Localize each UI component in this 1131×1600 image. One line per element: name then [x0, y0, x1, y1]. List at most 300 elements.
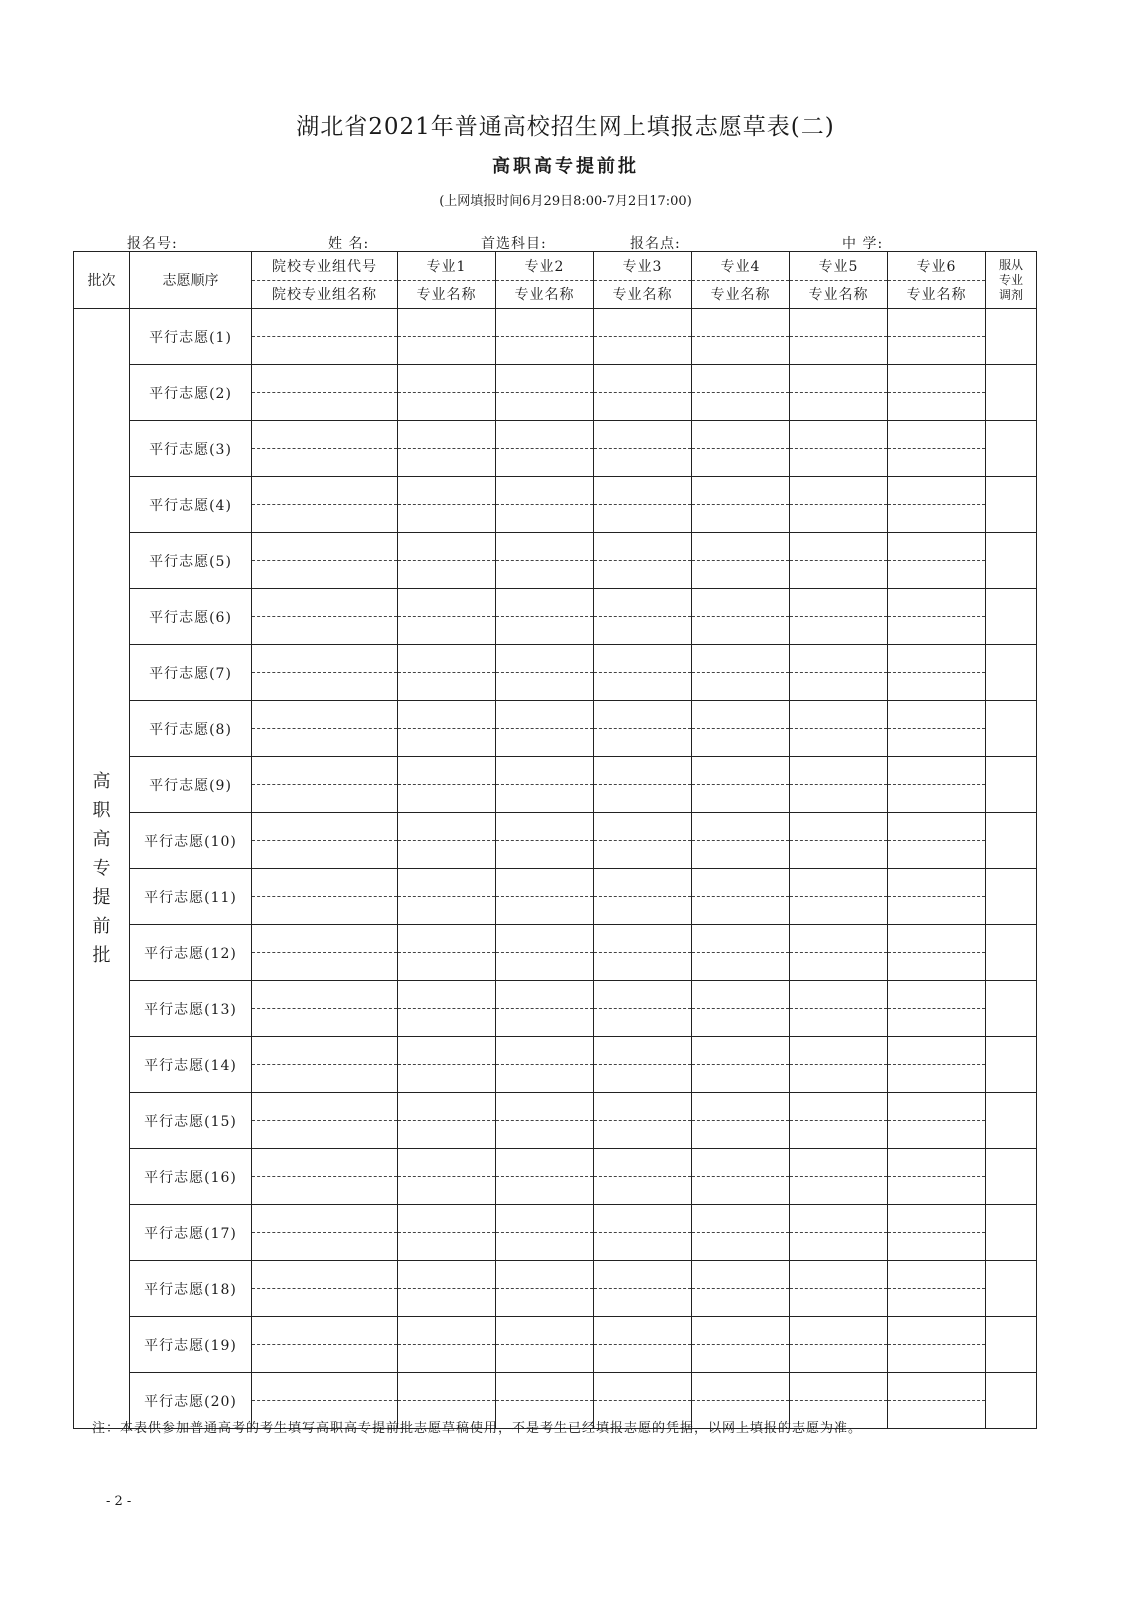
major-6-entry-cell[interactable] [888, 757, 986, 813]
major-3-entry-cell[interactable] [594, 813, 692, 869]
major-code-field[interactable] [888, 533, 985, 561]
adjust-entry-cell[interactable] [986, 869, 1037, 925]
major-code-field[interactable] [790, 1205, 887, 1233]
major-name-field[interactable] [496, 673, 593, 700]
major-3-entry-cell[interactable] [594, 365, 692, 421]
major-code-field[interactable] [398, 589, 495, 617]
major-code-field[interactable] [692, 1373, 789, 1401]
major-name-field[interactable] [790, 449, 887, 476]
group-name-field[interactable] [252, 1233, 397, 1260]
major-1-entry-cell[interactable] [398, 589, 496, 645]
major-code-field[interactable] [398, 981, 495, 1009]
major-name-field[interactable] [692, 1009, 789, 1036]
major-name-field[interactable] [888, 841, 985, 868]
group-entry-cell[interactable] [252, 309, 398, 365]
major-name-field[interactable] [594, 673, 691, 700]
group-entry-cell[interactable] [252, 925, 398, 981]
major-code-field[interactable] [790, 1373, 887, 1401]
major-name-field[interactable] [594, 561, 691, 588]
major-6-entry-cell[interactable] [888, 1317, 986, 1373]
major-code-field[interactable] [594, 1373, 691, 1401]
group-entry-cell[interactable] [252, 1261, 398, 1317]
group-name-field[interactable] [252, 897, 397, 924]
major-3-entry-cell[interactable] [594, 1205, 692, 1261]
major-6-entry-cell[interactable] [888, 925, 986, 981]
major-name-field[interactable] [496, 1121, 593, 1148]
major-code-field[interactable] [692, 421, 789, 449]
major-1-entry-cell[interactable] [398, 365, 496, 421]
major-code-field[interactable] [496, 533, 593, 561]
major-3-entry-cell[interactable] [594, 1149, 692, 1205]
major-code-field[interactable] [594, 1261, 691, 1289]
major-4-entry-cell[interactable] [692, 925, 790, 981]
major-code-field[interactable] [790, 981, 887, 1009]
adjust-entry-cell[interactable] [986, 1317, 1037, 1373]
major-name-field[interactable] [790, 505, 887, 532]
major-5-entry-cell[interactable] [790, 309, 888, 365]
major-5-entry-cell[interactable] [790, 869, 888, 925]
major-code-field[interactable] [496, 477, 593, 505]
major-name-field[interactable] [594, 617, 691, 644]
major-6-entry-cell[interactable] [888, 701, 986, 757]
major-code-field[interactable] [594, 533, 691, 561]
major-6-entry-cell[interactable] [888, 1093, 986, 1149]
major-4-entry-cell[interactable] [692, 1149, 790, 1205]
major-code-field[interactable] [496, 309, 593, 337]
major-name-field[interactable] [692, 561, 789, 588]
major-code-field[interactable] [790, 645, 887, 673]
major-name-field[interactable] [692, 449, 789, 476]
major-name-field[interactable] [888, 1177, 985, 1204]
major-3-entry-cell[interactable] [594, 421, 692, 477]
major-name-field[interactable] [790, 897, 887, 924]
major-code-field[interactable] [888, 477, 985, 505]
major-code-field[interactable] [692, 645, 789, 673]
major-2-entry-cell[interactable] [496, 477, 594, 533]
major-name-field[interactable] [888, 1345, 985, 1372]
group-name-field[interactable] [252, 729, 397, 756]
major-name-field[interactable] [496, 1233, 593, 1260]
major-name-field[interactable] [496, 505, 593, 532]
major-name-field[interactable] [888, 729, 985, 756]
major-name-field[interactable] [790, 1345, 887, 1372]
major-code-field[interactable] [594, 309, 691, 337]
major-5-entry-cell[interactable] [790, 421, 888, 477]
major-code-field[interactable] [888, 813, 985, 841]
major-3-entry-cell[interactable] [594, 1037, 692, 1093]
major-name-field[interactable] [398, 729, 495, 756]
major-name-field[interactable] [888, 1289, 985, 1316]
major-code-field[interactable] [594, 757, 691, 785]
major-code-field[interactable] [496, 701, 593, 729]
major-2-entry-cell[interactable] [496, 757, 594, 813]
major-code-field[interactable] [496, 645, 593, 673]
major-name-field[interactable] [888, 505, 985, 532]
adjust-entry-cell[interactable] [986, 533, 1037, 589]
major-name-field[interactable] [790, 841, 887, 868]
group-name-field[interactable] [252, 1065, 397, 1092]
major-name-field[interactable] [790, 729, 887, 756]
major-1-entry-cell[interactable] [398, 869, 496, 925]
major-5-entry-cell[interactable] [790, 477, 888, 533]
major-code-field[interactable] [692, 1205, 789, 1233]
major-code-field[interactable] [594, 477, 691, 505]
major-5-entry-cell[interactable] [790, 757, 888, 813]
major-code-field[interactable] [398, 1093, 495, 1121]
major-code-field[interactable] [594, 1317, 691, 1345]
major-code-field[interactable] [594, 365, 691, 393]
major-code-field[interactable] [594, 813, 691, 841]
adjust-entry-cell[interactable] [986, 421, 1037, 477]
major-4-entry-cell[interactable] [692, 477, 790, 533]
major-1-entry-cell[interactable] [398, 925, 496, 981]
major-code-field[interactable] [692, 757, 789, 785]
major-3-entry-cell[interactable] [594, 981, 692, 1037]
major-code-field[interactable] [692, 1317, 789, 1345]
major-code-field[interactable] [790, 1149, 887, 1177]
adjust-entry-cell[interactable] [986, 757, 1037, 813]
group-entry-cell[interactable] [252, 589, 398, 645]
major-3-entry-cell[interactable] [594, 645, 692, 701]
major-1-entry-cell[interactable] [398, 1261, 496, 1317]
major-name-field[interactable] [398, 337, 495, 364]
major-code-field[interactable] [888, 645, 985, 673]
major-5-entry-cell[interactable] [790, 1037, 888, 1093]
major-3-entry-cell[interactable] [594, 533, 692, 589]
adjust-entry-cell[interactable] [986, 1205, 1037, 1261]
major-name-field[interactable] [790, 1009, 887, 1036]
major-code-field[interactable] [888, 981, 985, 1009]
major-name-field[interactable] [594, 393, 691, 420]
major-name-field[interactable] [888, 785, 985, 812]
major-name-field[interactable] [496, 841, 593, 868]
major-code-field[interactable] [496, 1261, 593, 1289]
major-6-entry-cell[interactable] [888, 365, 986, 421]
major-6-entry-cell[interactable] [888, 1037, 986, 1093]
major-1-entry-cell[interactable] [398, 1093, 496, 1149]
major-4-entry-cell[interactable] [692, 533, 790, 589]
major-name-field[interactable] [790, 1177, 887, 1204]
major-6-entry-cell[interactable] [888, 309, 986, 365]
major-4-entry-cell[interactable] [692, 869, 790, 925]
major-4-entry-cell[interactable] [692, 1261, 790, 1317]
major-name-field[interactable] [496, 1289, 593, 1316]
major-name-field[interactable] [594, 785, 691, 812]
group-name-field[interactable] [252, 393, 397, 420]
group-code-field[interactable] [252, 533, 397, 561]
major-name-field[interactable] [888, 1065, 985, 1092]
major-5-entry-cell[interactable] [790, 1261, 888, 1317]
major-2-entry-cell[interactable] [496, 533, 594, 589]
major-6-entry-cell[interactable] [888, 981, 986, 1037]
adjust-entry-cell[interactable] [986, 645, 1037, 701]
group-name-field[interactable] [252, 785, 397, 812]
major-5-entry-cell[interactable] [790, 925, 888, 981]
major-code-field[interactable] [790, 1093, 887, 1121]
major-1-entry-cell[interactable] [398, 757, 496, 813]
major-2-entry-cell[interactable] [496, 1149, 594, 1205]
major-code-field[interactable] [790, 701, 887, 729]
major-name-field[interactable] [790, 953, 887, 980]
major-code-field[interactable] [398, 925, 495, 953]
major-4-entry-cell[interactable] [692, 981, 790, 1037]
major-code-field[interactable] [790, 813, 887, 841]
major-4-entry-cell[interactable] [692, 421, 790, 477]
major-4-entry-cell[interactable] [692, 701, 790, 757]
adjust-entry-cell[interactable] [986, 813, 1037, 869]
major-3-entry-cell[interactable] [594, 309, 692, 365]
major-code-field[interactable] [398, 1149, 495, 1177]
major-code-field[interactable] [398, 1037, 495, 1065]
major-3-entry-cell[interactable] [594, 925, 692, 981]
group-code-field[interactable] [252, 925, 397, 953]
major-1-entry-cell[interactable] [398, 533, 496, 589]
major-name-field[interactable] [398, 561, 495, 588]
major-2-entry-cell[interactable] [496, 645, 594, 701]
major-code-field[interactable] [888, 757, 985, 785]
major-name-field[interactable] [594, 841, 691, 868]
major-5-entry-cell[interactable] [790, 701, 888, 757]
major-2-entry-cell[interactable] [496, 1261, 594, 1317]
major-name-field[interactable] [398, 1177, 495, 1204]
major-code-field[interactable] [496, 1373, 593, 1401]
major-4-entry-cell[interactable] [692, 365, 790, 421]
major-name-field[interactable] [594, 1233, 691, 1260]
major-4-entry-cell[interactable] [692, 1317, 790, 1373]
major-name-field[interactable] [496, 953, 593, 980]
major-code-field[interactable] [790, 533, 887, 561]
major-name-field[interactable] [790, 1121, 887, 1148]
group-name-field[interactable] [252, 617, 397, 644]
major-2-entry-cell[interactable] [496, 1205, 594, 1261]
group-entry-cell[interactable] [252, 757, 398, 813]
major-name-field[interactable] [888, 393, 985, 420]
major-name-field[interactable] [790, 561, 887, 588]
major-code-field[interactable] [398, 1205, 495, 1233]
major-code-field[interactable] [888, 1093, 985, 1121]
major-1-entry-cell[interactable] [398, 813, 496, 869]
major-6-entry-cell[interactable] [888, 589, 986, 645]
group-entry-cell[interactable] [252, 1037, 398, 1093]
major-code-field[interactable] [496, 421, 593, 449]
major-code-field[interactable] [496, 1149, 593, 1177]
major-name-field[interactable] [496, 1345, 593, 1372]
group-code-field[interactable] [252, 365, 397, 393]
major-code-field[interactable] [790, 1261, 887, 1289]
group-code-field[interactable] [252, 589, 397, 617]
major-name-field[interactable] [398, 1065, 495, 1092]
major-name-field[interactable] [496, 561, 593, 588]
major-2-entry-cell[interactable] [496, 869, 594, 925]
group-entry-cell[interactable] [252, 365, 398, 421]
major-name-field[interactable] [398, 953, 495, 980]
major-name-field[interactable] [398, 1289, 495, 1316]
major-name-field[interactable] [790, 1233, 887, 1260]
major-name-field[interactable] [594, 897, 691, 924]
group-entry-cell[interactable] [252, 1205, 398, 1261]
major-name-field[interactable] [496, 1009, 593, 1036]
major-code-field[interactable] [398, 701, 495, 729]
major-1-entry-cell[interactable] [398, 477, 496, 533]
adjust-entry-cell[interactable] [986, 1093, 1037, 1149]
group-name-field[interactable] [252, 505, 397, 532]
major-1-entry-cell[interactable] [398, 1205, 496, 1261]
major-name-field[interactable] [496, 1065, 593, 1092]
group-entry-cell[interactable] [252, 421, 398, 477]
major-name-field[interactable] [398, 1345, 495, 1372]
major-1-entry-cell[interactable] [398, 981, 496, 1037]
major-code-field[interactable] [496, 1093, 593, 1121]
adjust-entry-cell[interactable] [986, 309, 1037, 365]
major-name-field[interactable] [692, 1065, 789, 1092]
major-name-field[interactable] [692, 1177, 789, 1204]
major-1-entry-cell[interactable] [398, 645, 496, 701]
major-4-entry-cell[interactable] [692, 1093, 790, 1149]
major-code-field[interactable] [692, 813, 789, 841]
adjust-entry-cell[interactable] [986, 589, 1037, 645]
major-6-entry-cell[interactable] [888, 645, 986, 701]
major-2-entry-cell[interactable] [496, 813, 594, 869]
major-name-field[interactable] [888, 337, 985, 364]
major-code-field[interactable] [594, 869, 691, 897]
major-name-field[interactable] [594, 1345, 691, 1372]
major-code-field[interactable] [594, 981, 691, 1009]
major-name-field[interactable] [790, 617, 887, 644]
major-code-field[interactable] [692, 309, 789, 337]
group-code-field[interactable] [252, 1317, 397, 1345]
major-name-field[interactable] [692, 785, 789, 812]
major-name-field[interactable] [398, 1121, 495, 1148]
major-1-entry-cell[interactable] [398, 309, 496, 365]
major-5-entry-cell[interactable] [790, 813, 888, 869]
major-code-field[interactable] [888, 1037, 985, 1065]
major-code-field[interactable] [398, 477, 495, 505]
group-code-field[interactable] [252, 1205, 397, 1233]
group-name-field[interactable] [252, 337, 397, 364]
major-code-field[interactable] [888, 869, 985, 897]
major-name-field[interactable] [398, 1009, 495, 1036]
major-code-field[interactable] [888, 421, 985, 449]
major-4-entry-cell[interactable] [692, 1205, 790, 1261]
major-code-field[interactable] [496, 1037, 593, 1065]
major-name-field[interactable] [594, 1121, 691, 1148]
major-3-entry-cell[interactable] [594, 757, 692, 813]
major-5-entry-cell[interactable] [790, 1149, 888, 1205]
major-name-field[interactable] [888, 1009, 985, 1036]
group-code-field[interactable] [252, 477, 397, 505]
major-3-entry-cell[interactable] [594, 589, 692, 645]
major-code-field[interactable] [790, 365, 887, 393]
major-name-field[interactable] [888, 449, 985, 476]
major-6-entry-cell[interactable] [888, 1205, 986, 1261]
major-2-entry-cell[interactable] [496, 421, 594, 477]
major-name-field[interactable] [790, 1289, 887, 1316]
group-name-field[interactable] [252, 673, 397, 700]
major-name-field[interactable] [790, 673, 887, 700]
major-name-field[interactable] [594, 449, 691, 476]
major-6-entry-cell[interactable] [888, 813, 986, 869]
group-code-field[interactable] [252, 757, 397, 785]
major-code-field[interactable] [594, 1037, 691, 1065]
major-3-entry-cell[interactable] [594, 701, 692, 757]
major-name-field[interactable] [398, 785, 495, 812]
major-name-field[interactable] [692, 1121, 789, 1148]
major-code-field[interactable] [790, 589, 887, 617]
major-name-field[interactable] [692, 393, 789, 420]
adjust-entry-cell[interactable] [986, 1373, 1037, 1429]
major-code-field[interactable] [594, 1205, 691, 1233]
major-name-field[interactable] [692, 841, 789, 868]
major-code-field[interactable] [398, 533, 495, 561]
adjust-entry-cell[interactable] [986, 365, 1037, 421]
major-3-entry-cell[interactable] [594, 1261, 692, 1317]
major-5-entry-cell[interactable] [790, 1205, 888, 1261]
major-name-field[interactable] [888, 1233, 985, 1260]
major-code-field[interactable] [692, 869, 789, 897]
major-name-field[interactable] [594, 1065, 691, 1092]
group-entry-cell[interactable] [252, 701, 398, 757]
group-code-field[interactable] [252, 1373, 397, 1401]
major-name-field[interactable] [496, 449, 593, 476]
major-1-entry-cell[interactable] [398, 1317, 496, 1373]
group-name-field[interactable] [252, 953, 397, 980]
major-code-field[interactable] [692, 701, 789, 729]
major-code-field[interactable] [790, 421, 887, 449]
major-name-field[interactable] [790, 1065, 887, 1092]
group-code-field[interactable] [252, 869, 397, 897]
major-code-field[interactable] [888, 365, 985, 393]
group-entry-cell[interactable] [252, 869, 398, 925]
major-name-field[interactable] [398, 897, 495, 924]
major-code-field[interactable] [790, 1317, 887, 1345]
major-code-field[interactable] [888, 701, 985, 729]
major-code-field[interactable] [888, 309, 985, 337]
group-name-field[interactable] [252, 1121, 397, 1148]
major-5-entry-cell[interactable] [790, 533, 888, 589]
major-code-field[interactable] [692, 533, 789, 561]
adjust-entry-cell[interactable] [986, 1037, 1037, 1093]
major-name-field[interactable] [594, 953, 691, 980]
group-name-field[interactable] [252, 1177, 397, 1204]
major-4-entry-cell[interactable] [692, 813, 790, 869]
group-name-field[interactable] [252, 841, 397, 868]
major-2-entry-cell[interactable] [496, 925, 594, 981]
group-code-field[interactable] [252, 813, 397, 841]
major-code-field[interactable] [496, 365, 593, 393]
major-name-field[interactable] [398, 505, 495, 532]
major-6-entry-cell[interactable] [888, 421, 986, 477]
major-2-entry-cell[interactable] [496, 365, 594, 421]
major-code-field[interactable] [888, 1261, 985, 1289]
major-5-entry-cell[interactable] [790, 981, 888, 1037]
major-5-entry-cell[interactable] [790, 1093, 888, 1149]
major-name-field[interactable] [496, 785, 593, 812]
major-name-field[interactable] [594, 337, 691, 364]
group-entry-cell[interactable] [252, 1093, 398, 1149]
major-code-field[interactable] [398, 309, 495, 337]
major-name-field[interactable] [398, 1233, 495, 1260]
major-name-field[interactable] [692, 673, 789, 700]
major-code-field[interactable] [398, 869, 495, 897]
major-code-field[interactable] [496, 925, 593, 953]
group-entry-cell[interactable] [252, 981, 398, 1037]
major-code-field[interactable] [692, 1093, 789, 1121]
major-code-field[interactable] [398, 645, 495, 673]
group-code-field[interactable] [252, 309, 397, 337]
major-name-field[interactable] [594, 1009, 691, 1036]
group-entry-cell[interactable] [252, 813, 398, 869]
major-code-field[interactable] [398, 1317, 495, 1345]
